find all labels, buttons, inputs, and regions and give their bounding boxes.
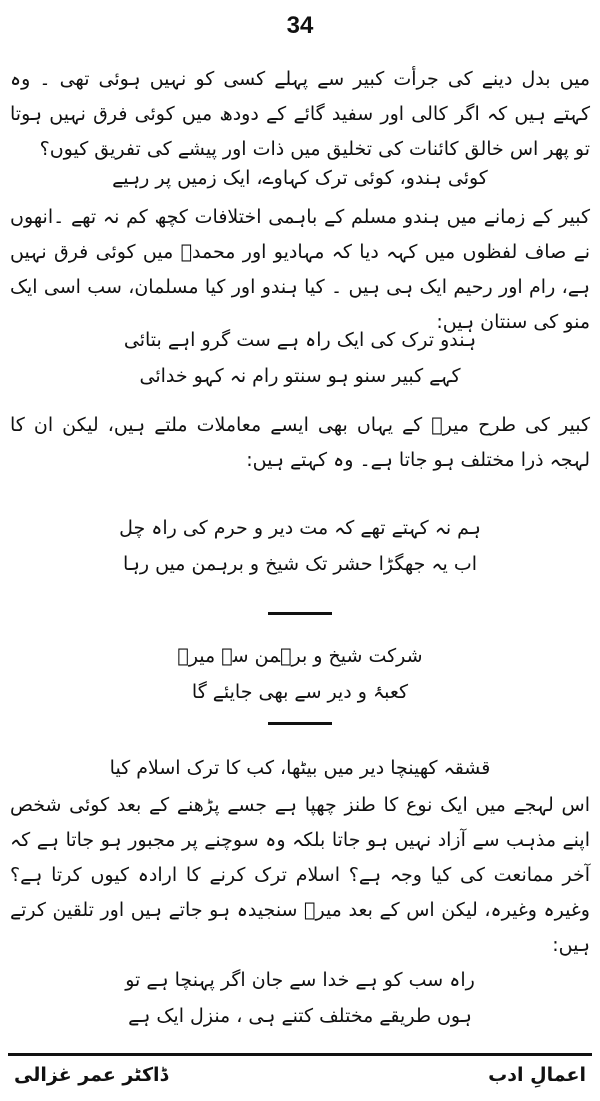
couplet-meer-1: [0, 510, 600, 582]
couplet-line: ہم نہ کہتے تھے کہ مت دیر و حرم کی راہ چل: [119, 517, 481, 539]
couplet-meer-2: [0, 638, 600, 710]
couplet-kabir: [0, 322, 600, 394]
couplet-line: کعبۂ و دیر سے بھی جایئے گا: [191, 681, 409, 703]
couplet-line: ہوں طریقے مختلف کتنے ہی ، منزل ایک ہے: [128, 1005, 472, 1027]
couplet-line: اب یہ جھگڑا حشر تک شیخ و برہمن میں رہا: [122, 553, 478, 575]
footer-author: ڈاکٹر عمر غزالی: [14, 1064, 169, 1086]
verse-kabir-1: [0, 160, 600, 196]
couplet-line: ہندو ترک کی ایک راہ ہے ست گرو اہے بتائی: [123, 329, 477, 351]
section-divider: [268, 612, 332, 615]
page-number: 34: [286, 12, 314, 39]
section-divider: [268, 722, 332, 725]
verse-meer: [0, 750, 600, 786]
paragraph-kabir-era: کبیر کے زمانے میں ہندو مسلم کے باہمی اختلافات کچھ کم نہ تھے ۔انھوں نے صاف لفظوں میں کہہ دیا کہ مہادیو اور محمدؐ میں کوئی فرق نہیں ہے، رام اور رحیم ایک ہی ہیں ۔ کیا ہندو اور کیا مسلمان، سب اسی ایک منو کی سنتان ہیں:: [10, 206, 590, 333]
paragraph-intro: میں بدل دینے کی جرأت کبیر سے پہلے کسی کو نہیں ہوئی تھی ۔ وہ کہتے ہیں کہ اگر کالی اور سفید گائے کے دودھ میں کوئی فرق نہیں ہوتا تو پھر اس خالق کائنات کی تخلیق میں ذات اور پیشے کی تفریق کیوں؟: [10, 68, 590, 160]
paragraph-tone: اس لہجے میں ایک نوع کا طنز چھپا ہے جسے پڑھنے کے بعد کوئی شخص اپنے مذہب سے آزاد نہیں ہو جاتا بلکہ وہ سوچنے پر مجبور ہو جاتا ہے کہ آخر ممانعت کی کیا وجہ ہے؟ اسلام ترک کرنے کا ارادہ کیوں کرتا ہے؟ وغیرہ وغیرہ، لیکن اس کے بعد میرؔ سنجیدہ ہو جاتے ہیں اور تلقین کرتے ہیں:: [10, 794, 590, 956]
couplet-line: راہ سب کو ہے خدا سے جان اگر پہنچا ہے تو: [125, 969, 475, 991]
couplet-line: کہے کبیر سنو ہو سنتو رام نہ کہو خدائی: [139, 365, 461, 387]
footer-rule: [8, 1053, 592, 1056]
paragraph-meer: کبیر کی طرح میرؔ کے یہاں بھی ایسے معاملات ملتے ہیں، لیکن ان کا لہجہ ذرا مختلف ہو جاتا ہے۔ وہ کہتے ہیں:: [10, 414, 590, 471]
footer-book-title: اعمالِ ادب: [488, 1064, 586, 1086]
verse-line: کوئی ہندو، کوئی ترک کہاوے، ایک زمیں پر رہیے: [112, 167, 488, 189]
verse-line: قشقہ کھینچا دیر میں بیٹھا، کب کا ترک اسلام کیا: [109, 757, 491, 779]
couplet-meer-3: [0, 962, 600, 1034]
couplet-line: شرکت شیخ و برہمن سے میرؔ: [177, 645, 423, 667]
